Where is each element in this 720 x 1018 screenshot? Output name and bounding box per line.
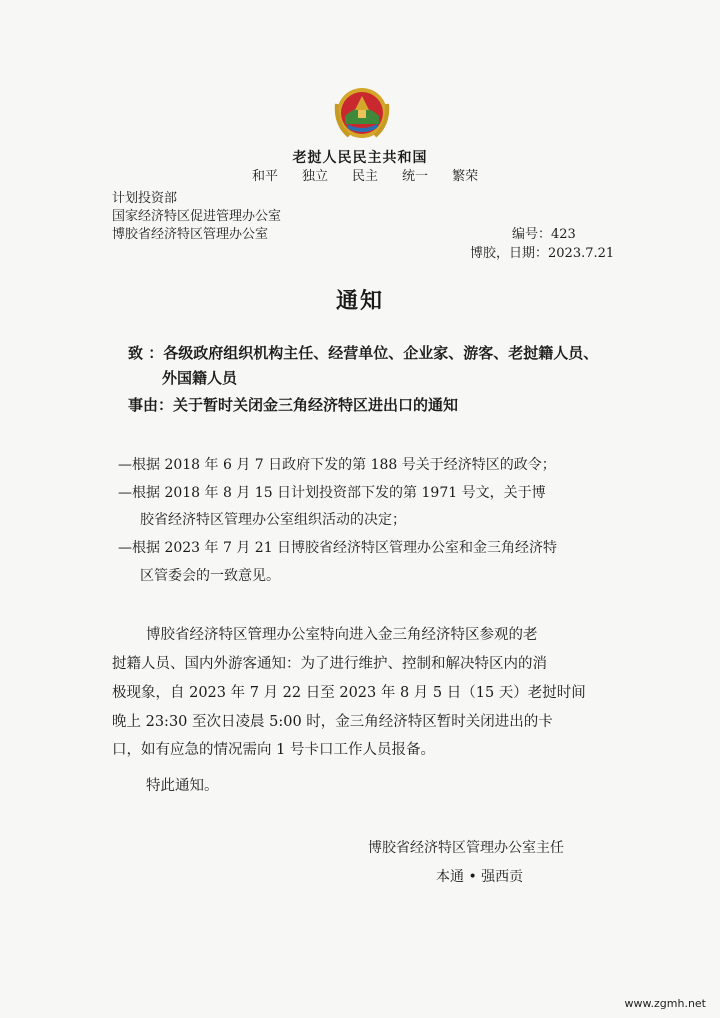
- basis-line-5: 区管委会的一致意见。: [140, 568, 280, 584]
- body-line-5: 口，如有应急的情况需向 1 号卡口工作人员报备。: [112, 742, 435, 758]
- page-title: 通知: [335, 288, 384, 314]
- issuer-line-3: 博胶省经济特区管理办公室: [112, 227, 269, 242]
- basis-line-3: 胶省经济特区管理办公室组织活动的决定；: [140, 512, 406, 528]
- national-motto: [252, 165, 478, 184]
- body-line-2: 挝籍人员、国内外游客通知：为了进行维护、控制和解决特区内的消: [112, 656, 547, 672]
- subject-line: 事由：关于暂时关闭金三角经济特区进出口的通知: [128, 396, 459, 414]
- document-number: 编号：423: [512, 227, 576, 242]
- document-date: 博胶，日期：2023.7.21: [470, 246, 615, 261]
- signature-office: 博胶省经济特区管理办公室主任: [368, 840, 564, 856]
- motto-prosperity: 繁荣: [452, 169, 479, 184]
- site-watermark: www.zgmh.net: [624, 997, 706, 1010]
- basis-line-4: —根据 2023 年 7 月 21 日博胶省经济特区管理办公室和金三角经济特: [118, 540, 558, 556]
- signature-name: 本通 • 强西贡: [436, 869, 524, 885]
- motto-independence: 独立: [302, 169, 329, 184]
- issuer-line-1: 计划投资部: [112, 191, 178, 206]
- body-line-4: 晚上 23:30 至次日凌晨 5:00 时，金三角经济特区暂时关闭进出的卡: [112, 714, 553, 730]
- recipients-line-1: 致 ：各级政府组织机构主任、经营单位、企业家、游客、老挝籍人员、: [128, 344, 599, 362]
- country-name: 老挝人民民主共和国: [292, 150, 428, 166]
- basis-line-2: —根据 2018 年 8 月 15 日计划投资部下发的第 1971 号文，关于博: [118, 485, 546, 501]
- body-line-3: 极现象，自 2023 年 7 月 22 日至 2023 年 8 月 5 日（15 天）老挝时间: [112, 685, 586, 701]
- basis-line-1: —根据 2018 年 6 月 7 日政府下发的第 188 号关于经济特区的政令；: [118, 457, 556, 473]
- motto-democracy: 民主: [352, 169, 379, 184]
- body-line-1: 博胶省经济特区管理办公室特向进入金三角经济特区参观的老: [146, 627, 538, 643]
- motto-unity: 统一: [402, 169, 429, 184]
- recipients-line-2: 外国籍人员: [162, 369, 238, 387]
- national-emblem-icon: [333, 86, 391, 140]
- issuer-line-2: 国家经济特区促进管理办公室: [112, 209, 282, 224]
- motto-peace: 和平: [252, 169, 279, 184]
- closing-line: 特此通知。: [146, 778, 219, 794]
